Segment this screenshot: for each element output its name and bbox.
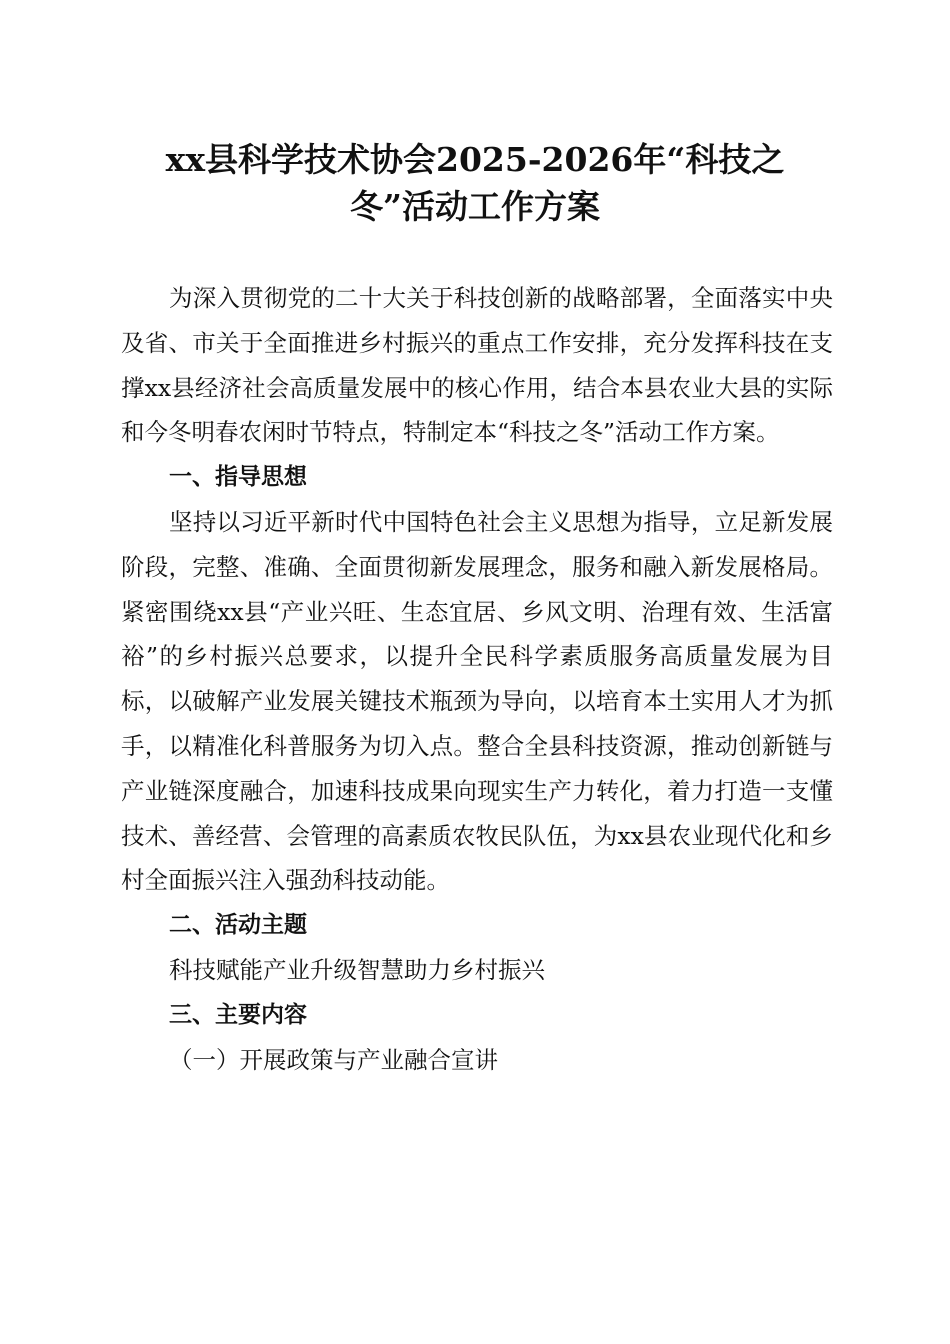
section-heading-guiding-thought: 一、指导思想	[169, 464, 307, 491]
section-heading-activity-theme: 二、活动主题	[169, 912, 307, 939]
activity-theme-paragraph: 科技赋能产业升级智慧助力乡村振兴	[169, 955, 545, 984]
document-body	[121, 276, 833, 1082]
section-heading-main-content: 三、主要内容	[169, 1001, 307, 1028]
intro-paragraph: 为深入贯彻党的二十大关于科技创新的战略部署，全面落实中央及省、市关于全面推进乡村振兴的重点工作安排，充分发挥科技在支撑xx县经济社会高质量发展中的核心作用，结合本县农业大县的实际和今冬明春农闲时节特点，特制定本“科技之冬”活动工作方案。	[121, 284, 833, 447]
subsection-heading-policy-briefing: （一）开展政策与产业融合宣讲	[169, 1045, 498, 1074]
title-line-1: xx县科学技术协会2025-2026年“科技之	[165, 140, 785, 179]
guiding-thought-paragraph: 坚持以习近平新时代中国特色社会主义思想为指导，立足新发展阶段，完整、准确、全面贯彻新发展理念，服务和融入新发展格局。紧密围绕xx县“产业兴旺、生态宜居、乡风文明、治理有效、生活富裕”的乡村振兴总要求，以提升全民科学素质服务高质量发展为目标，以破解产业发展关键技术瓶颈为导向，以培育本土实用人才为抓手，以精准化科普服务为切入点。整合全县科技资源，推动创新链与产业链深度融合，加速科技成果向现实生产力转化，着力打造一支懂技术、善经营、会管理的高素质农牧民队伍，为xx县农业现代化和乡村全面振兴注入强劲科技动能。	[121, 507, 833, 895]
document-title	[120, 136, 830, 230]
title-line-2: 冬”活动工作方案	[350, 187, 600, 226]
